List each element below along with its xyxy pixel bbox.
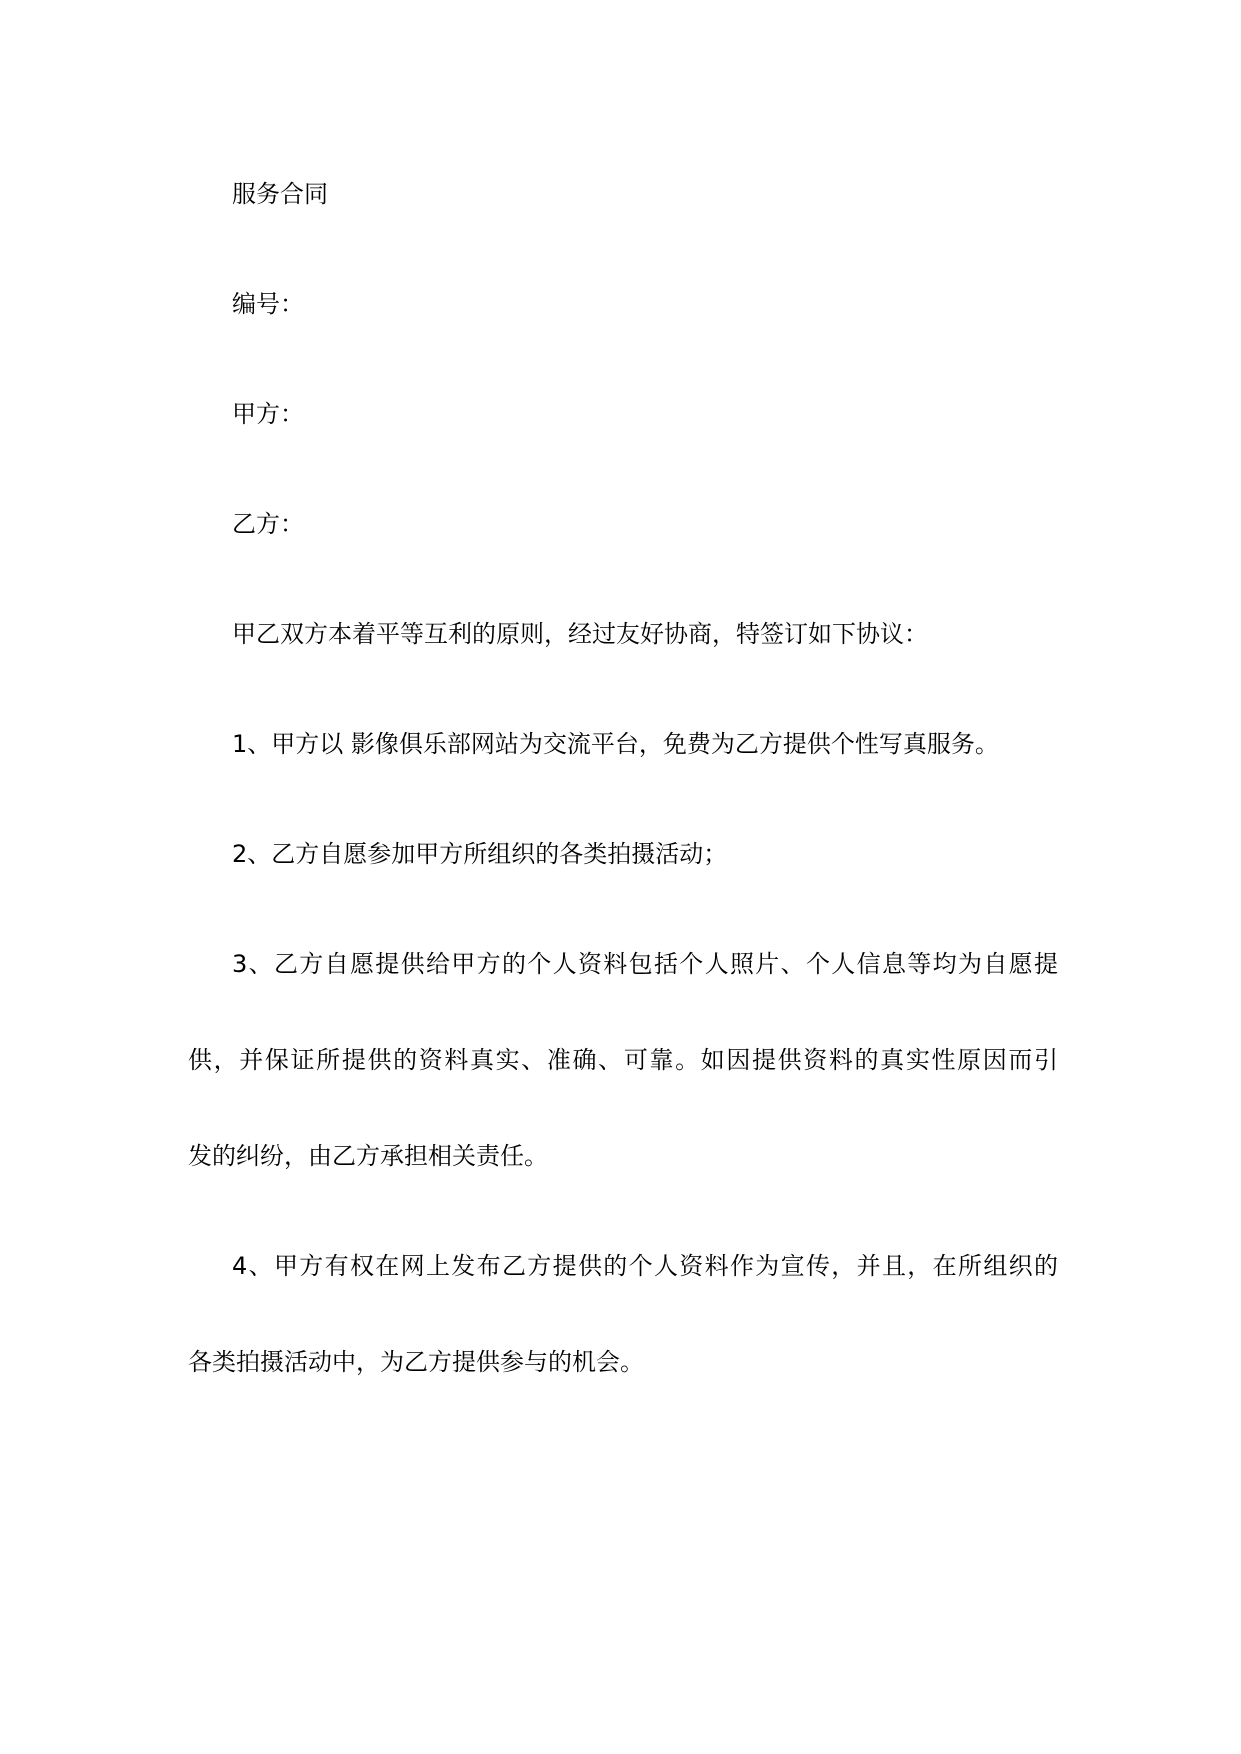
party-a-label: 甲方： xyxy=(232,400,304,428)
document-title: 服务合同 xyxy=(232,180,328,208)
clause-1-line-1: 1、甲方以 影像俱乐部网站为交流平台，免费为乙方提供个性写真服务。 xyxy=(232,730,999,758)
clause-4-line-2: 各类拍摄活动中，为乙方提供参与的机会。 xyxy=(188,1348,644,1376)
clause-3-line-2: 供，并保证所提供的资料真实、准确、可靠。如因提供资料的真实性原因而引 xyxy=(188,1046,1058,1074)
intro-paragraph: 甲乙双方本着平等互利的原则，经过友好协商，特签订如下协议： xyxy=(232,620,928,648)
clause-3-line-3: 发的纠纷，由乙方承担相关责任。 xyxy=(188,1142,548,1170)
contract-number-label: 编号： xyxy=(232,290,304,318)
clause-4-line-1: 4、甲方有权在网上发布乙方提供的个人资料作为宣传，并且，在所组织的 xyxy=(232,1252,1058,1280)
party-b-label: 乙方： xyxy=(232,510,304,538)
clause-2-line-1: 2、乙方自愿参加甲方所组织的各类拍摄活动； xyxy=(232,840,728,868)
clause-3-line-1: 3、乙方自愿提供给甲方的个人资料包括个人照片、个人信息等均为自愿提 xyxy=(232,950,1058,978)
